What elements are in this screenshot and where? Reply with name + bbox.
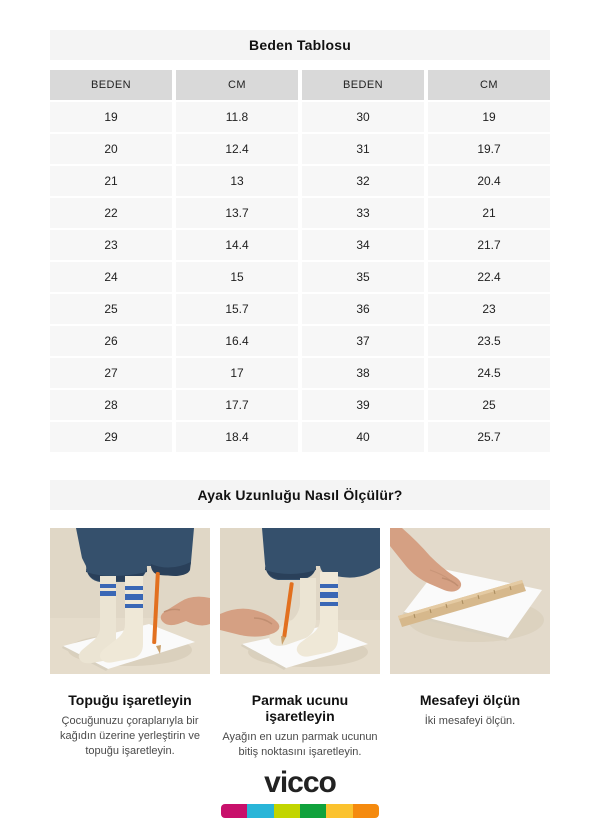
cm-cell: 16.4 [176, 326, 298, 356]
cm-cell: 12.4 [176, 134, 298, 164]
mark-toe-photo [220, 528, 380, 674]
cm-cell: 17.7 [176, 390, 298, 420]
size-cell: 22 [50, 198, 172, 228]
column-header: CM [428, 70, 550, 100]
size-guide-page [50, 0, 550, 818]
cm-cell: 19 [428, 102, 550, 132]
size-cell: 37 [302, 326, 424, 356]
rainbow-bar-segment [300, 804, 326, 818]
caption-mark-toe-title: Parmak ucunu işaretleyin [251, 692, 349, 724]
cm-cell: 24.5 [428, 358, 550, 388]
size-cell: 28 [50, 390, 172, 420]
cm-cell: 15 [176, 262, 298, 292]
size-cell: 32 [302, 166, 424, 196]
measure-captions [50, 692, 550, 760]
mark-heel-photo [50, 528, 210, 674]
size-cell: 19 [50, 102, 172, 132]
cm-cell: 21.7 [428, 230, 550, 260]
caption-mark-toe [220, 692, 380, 760]
size-cell: 20 [50, 134, 172, 164]
measure-distance-photo [390, 528, 550, 674]
cm-cell: 19.7 [428, 134, 550, 164]
size-cell: 38 [302, 358, 424, 388]
cm-cell: 21 [428, 198, 550, 228]
size-cell: 40 [302, 422, 424, 452]
cm-cell: 13 [176, 166, 298, 196]
cm-cell: 22.4 [428, 262, 550, 292]
cm-cell: 25.7 [428, 422, 550, 452]
mark-heel-illustration [50, 528, 210, 674]
cm-cell: 11.8 [176, 102, 298, 132]
cm-cell: 14.4 [176, 230, 298, 260]
size-cell: 24 [50, 262, 172, 292]
column-header: BEDEN [50, 70, 172, 100]
size-cell: 29 [50, 422, 172, 452]
rainbow-bar-segment [221, 804, 247, 818]
rainbow-bar-segment [353, 804, 379, 818]
size-cell: 31 [302, 134, 424, 164]
mark-toe-illustration [220, 528, 380, 674]
size-table [50, 70, 550, 452]
size-cell: 27 [50, 358, 172, 388]
rainbow-bar-segment [326, 804, 352, 818]
cm-cell: 18.4 [176, 422, 298, 452]
caption-mark-toe-description: Ayağın en uzun parmak ucunun bitiş noktasını işaretleyin. [222, 731, 378, 758]
cm-cell: 13.7 [176, 198, 298, 228]
size-cell: 26 [50, 326, 172, 356]
cm-cell: 15.7 [176, 294, 298, 324]
caption-measure-distance-description: İki mesafeyi ölçün. [424, 715, 516, 727]
size-cell: 23 [50, 230, 172, 260]
measure-distance-illustration [390, 528, 550, 674]
size-cell: 35 [302, 262, 424, 292]
cm-cell: 25 [428, 390, 550, 420]
caption-mark-heel [50, 692, 210, 760]
column-header: BEDEN [302, 70, 424, 100]
cm-cell: 23 [428, 294, 550, 324]
caption-mark-heel-title: Topuğu işaretleyin [68, 692, 192, 708]
size-cell: 21 [50, 166, 172, 196]
size-cell: 39 [302, 390, 424, 420]
cm-cell: 20.4 [428, 166, 550, 196]
brand-logo [50, 765, 550, 818]
size-cell: 25 [50, 294, 172, 324]
caption-mark-heel-description: Çocuğunuzu çoraplarıyla bir kağıdın üzerine yerleştirin ve topuğu işaretleyin. [59, 715, 200, 757]
caption-measure-distance [390, 692, 550, 760]
column-header: CM [176, 70, 298, 100]
caption-measure-distance-title: Mesafeyi ölçün [419, 692, 521, 708]
measure-photos [50, 528, 550, 674]
brand-logo-text: vicco [264, 765, 336, 799]
cm-cell: 17 [176, 358, 298, 388]
brand-rainbow-bar [221, 804, 379, 818]
size-cell: 33 [302, 198, 424, 228]
cm-cell: 23.5 [428, 326, 550, 356]
size-table-title: Beden Tablosu [50, 30, 550, 60]
size-cell: 30 [302, 102, 424, 132]
size-cell: 34 [302, 230, 424, 260]
size-cell: 36 [302, 294, 424, 324]
rainbow-bar-segment [247, 804, 273, 818]
rainbow-bar-segment [274, 804, 300, 818]
measure-section-title: Ayak Uzunluğu Nasıl Ölçülür? [50, 480, 550, 510]
